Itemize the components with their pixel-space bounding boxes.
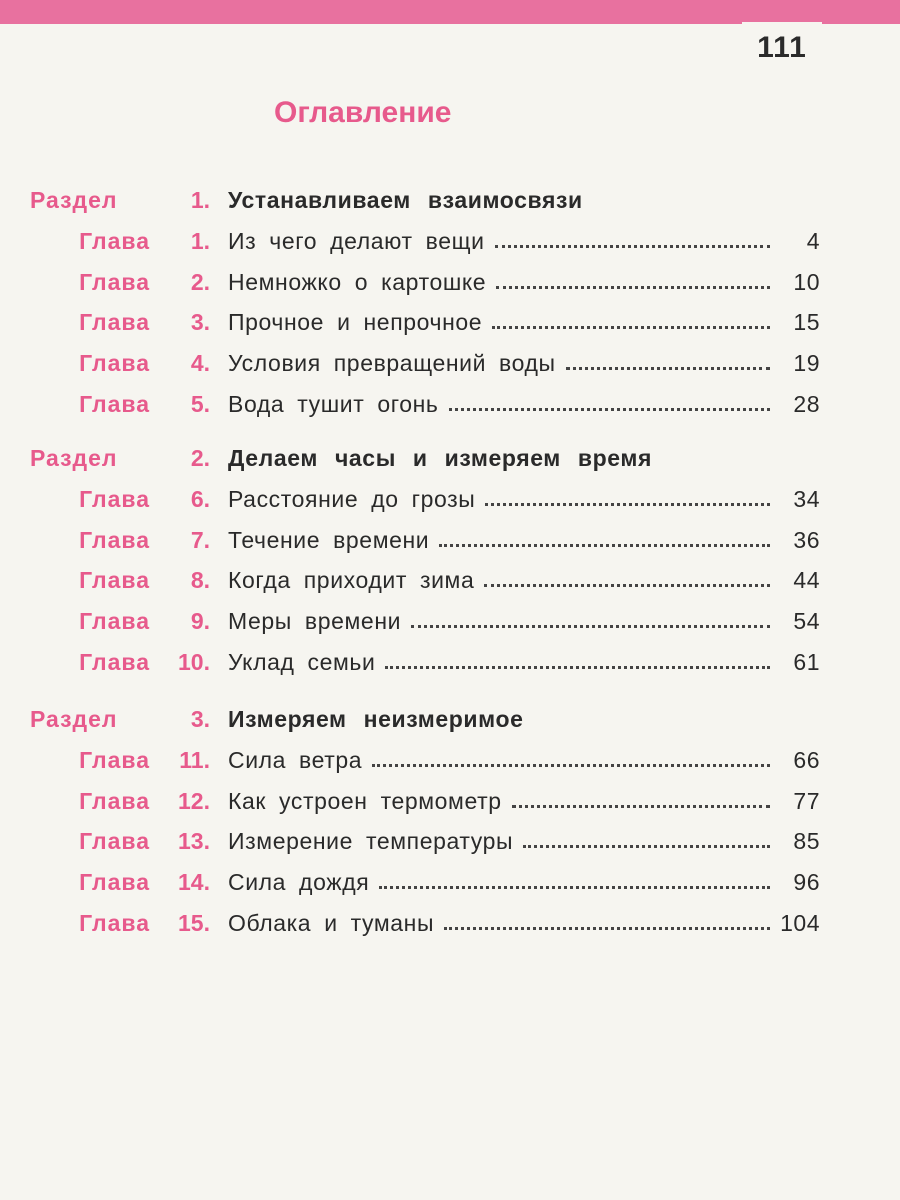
chapter-page-number: 54 (793, 607, 820, 634)
chapter-page-number: 36 (793, 526, 820, 553)
chapter-title: Уклад семьи (228, 648, 376, 675)
chapter-label: Глава (79, 607, 150, 634)
dot-leader (379, 884, 770, 889)
toc-chapter-row[interactable] (30, 346, 820, 380)
chapter-number: 11. (179, 746, 210, 773)
chapter-label: Глава (79, 227, 150, 254)
chapter-label: Глава (79, 268, 150, 295)
chapter-title: Прочное и непрочное (228, 308, 483, 335)
toc-chapter-row[interactable] (30, 784, 820, 818)
dot-leader (495, 243, 770, 248)
chapter-number: 2. (190, 268, 210, 295)
dot-leader (566, 365, 770, 370)
dot-leader (492, 324, 770, 329)
chapter-title: Сила ветра (228, 746, 363, 773)
dot-leader (485, 501, 770, 506)
chapter-title: Как устроен термометр (228, 787, 502, 814)
chapter-number: 7. (190, 526, 210, 553)
chapter-label: Глава (79, 526, 150, 553)
chapter-label: Глава (79, 909, 150, 936)
dot-leader (449, 406, 771, 411)
dot-leader (444, 925, 770, 930)
chapter-number: 5. (190, 390, 210, 417)
chapter-number: 12. (178, 787, 210, 814)
chapter-page-number: 66 (793, 746, 820, 773)
toc-section-row[interactable] (30, 702, 820, 736)
section-title: Делаем часы и измеряем время (228, 444, 653, 471)
chapter-title: Условия превращений воды (228, 349, 556, 376)
dot-leader (512, 803, 770, 808)
toc-chapter-row[interactable] (30, 265, 820, 299)
dot-leader (484, 582, 770, 587)
chapter-number: 8. (190, 566, 210, 593)
chapter-page-number: 104 (780, 909, 820, 936)
dot-leader (523, 843, 770, 848)
chapter-title: Сила дождя (228, 868, 370, 895)
chapter-page-number: 44 (793, 566, 820, 593)
section-label: Раздел (30, 444, 118, 471)
toc-chapter-row[interactable] (30, 906, 820, 940)
dot-leader (496, 284, 770, 289)
toc-chapter-row[interactable] (30, 645, 820, 679)
toc-chapter-row[interactable] (30, 563, 820, 597)
chapter-title: Из чего делают вещи (228, 227, 485, 254)
chapter-label: Глава (79, 485, 150, 512)
chapter-number: 15. (178, 909, 210, 936)
chapter-label: Глава (79, 648, 150, 675)
chapter-page-number: 15 (793, 308, 820, 335)
section-label: Раздел (30, 705, 118, 732)
page-number: 111 (742, 22, 822, 74)
toc-chapter-row[interactable] (30, 387, 820, 421)
section-label: Раздел (30, 186, 118, 213)
chapter-title: Вода тушит огонь (228, 390, 439, 417)
section-number: 1. (190, 186, 210, 213)
chapter-page-number: 77 (793, 787, 820, 814)
dot-leader (372, 762, 770, 767)
dot-leader (439, 542, 770, 547)
chapter-number: 10. (178, 648, 210, 675)
chapter-label: Глава (79, 349, 150, 376)
chapter-number: 6. (190, 485, 210, 512)
chapter-label: Глава (79, 787, 150, 814)
chapter-label: Глава (79, 827, 150, 854)
chapter-page-number: 85 (793, 827, 820, 854)
chapter-label: Глава (79, 390, 150, 417)
section-number: 3. (190, 705, 210, 732)
chapter-page-number: 96 (793, 868, 820, 895)
chapter-title: Измерение температуры (228, 827, 514, 854)
chapter-title: Когда приходит зима (228, 566, 475, 593)
toc-section-row[interactable] (30, 183, 820, 217)
chapter-title: Облака и туманы (228, 909, 435, 936)
toc-chapter-row[interactable] (30, 824, 820, 858)
dot-leader (411, 623, 770, 628)
chapter-label: Глава (79, 566, 150, 593)
section-title: Измеряем неизмеримое (228, 705, 524, 732)
chapter-label: Глава (79, 746, 150, 773)
toc-chapter-row[interactable] (30, 604, 820, 638)
toc-title: Оглавление (274, 96, 452, 129)
chapter-title: Немножко о картошке (228, 268, 487, 295)
chapter-title: Расстояние до грозы (228, 485, 476, 512)
chapter-page-number: 4 (806, 227, 820, 254)
toc-section-row[interactable] (30, 441, 820, 475)
chapter-number: 14. (178, 868, 210, 895)
toc-chapter-row[interactable] (30, 865, 820, 899)
chapter-number: 9. (190, 607, 210, 634)
chapter-number: 3. (190, 308, 210, 335)
toc-chapter-row[interactable] (30, 523, 820, 557)
chapter-title: Меры времени (228, 607, 402, 634)
section-number: 2. (190, 444, 210, 471)
chapter-number: 4. (190, 349, 210, 376)
toc-chapter-row[interactable] (30, 224, 820, 258)
chapter-number: 13. (178, 827, 210, 854)
chapter-label: Глава (79, 308, 150, 335)
chapter-page-number: 28 (793, 390, 820, 417)
chapter-page-number: 19 (793, 349, 820, 376)
chapter-number: 1. (190, 227, 210, 254)
toc-chapter-row[interactable] (30, 482, 820, 516)
chapter-page-number: 61 (793, 648, 820, 675)
toc-chapter-row[interactable] (30, 305, 820, 339)
chapter-title: Течение времени (228, 526, 430, 553)
toc-chapter-row[interactable] (30, 743, 820, 777)
section-title: Устанавливаем взаимосвязи (228, 186, 583, 213)
chapter-label: Глава (79, 868, 150, 895)
dot-leader (385, 664, 770, 669)
chapter-page-number: 10 (793, 268, 820, 295)
chapter-page-number: 34 (793, 485, 820, 512)
